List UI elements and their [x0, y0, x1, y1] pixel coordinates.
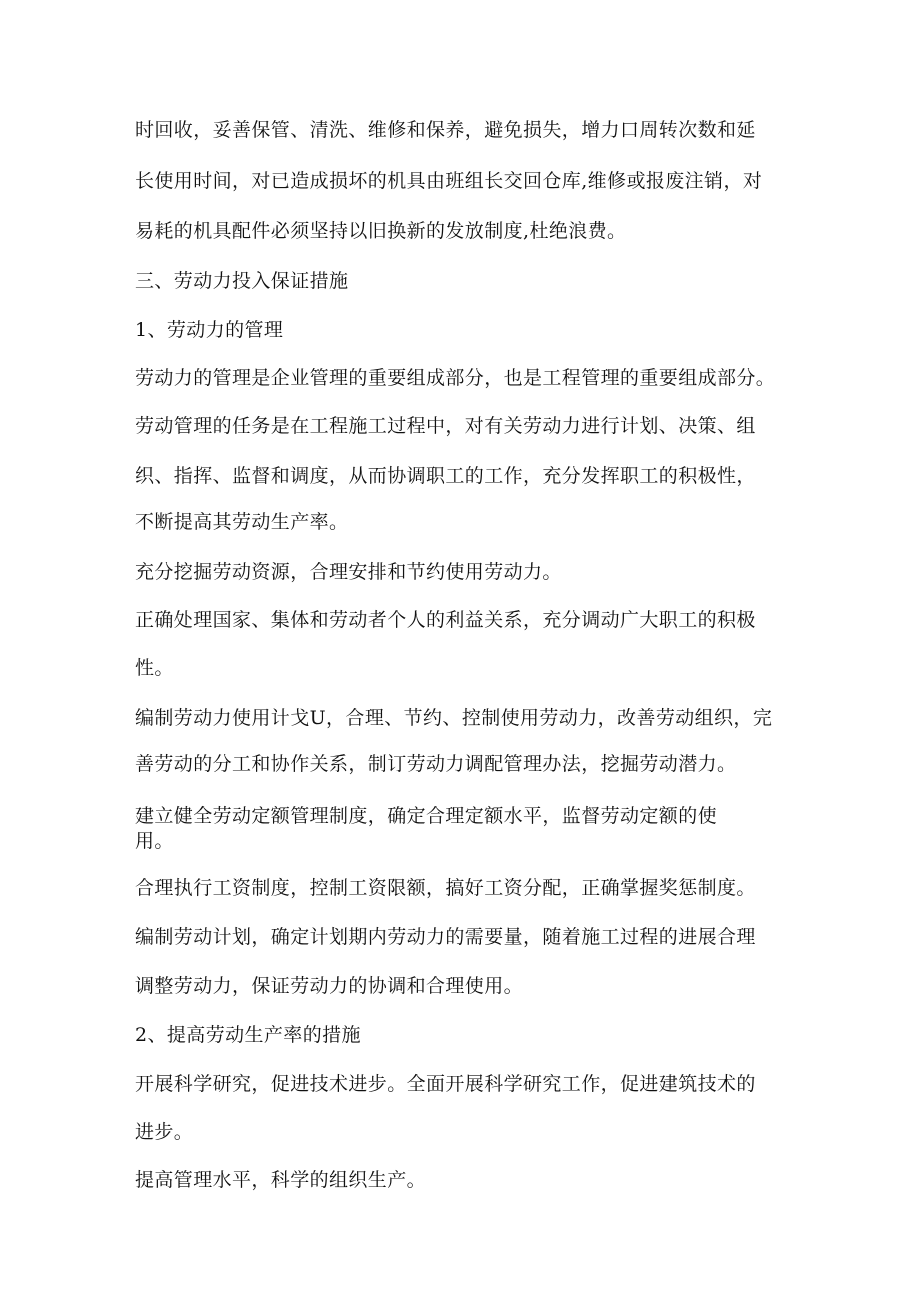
- section-heading: 三、劳动力投入保证措施: [135, 270, 349, 292]
- text-line: 编制劳动计划，确定计划期内劳动力的需要量，随着施工过程的进展合理: [135, 926, 756, 948]
- text-line: 编制劳动力使用计戈U，合理、节约、控制使用劳动力，改善劳动组织，完: [135, 707, 773, 729]
- subsection-heading: 2、提高劳动生产率的措施: [135, 1024, 361, 1046]
- text-line: 开展科学研究，促进技术进步。全面开展科学研究工作，促进建筑技术的: [135, 1073, 756, 1095]
- text-line: 不断提高其劳动生产率。: [135, 511, 349, 533]
- text-line: 织、指挥、监督和调度，从而协调职工的工作，充分发挥职工的积极性，: [135, 465, 756, 487]
- text-line: 建立健全劳动定额管理制度，确定合理定额水平，监督劳动定额的使: [135, 805, 718, 827]
- text-line: 合理执行工资制度，控制工资限额，搞好工资分配，正确掌握奖惩制度。: [135, 877, 756, 899]
- text-line: 进步。: [135, 1121, 194, 1143]
- text-line: 善劳动的分工和协作关系，制订劳动力调配管理办法，挖掘劳动潜力。: [135, 753, 737, 775]
- text-line: 时回收，妥善保管、清洗、维修和保养，避免损失，增力口周转次数和延: [135, 119, 756, 141]
- text-line: 正确处理国家、集体和劳动者个人的利益关系，充分调动广大职工的积极: [135, 609, 756, 631]
- text-line: 提高管理水平，科学的组织生产。: [135, 1169, 427, 1191]
- text-line: 劳动力的管理是企业管理的重要组成部分，也是工程管理的重要组成部分。: [135, 367, 776, 389]
- text-line: 用。: [135, 830, 174, 852]
- text-line: 充分挖掘劳动资源，合理安排和节约使用劳动力。: [135, 561, 562, 583]
- subsection-heading: 1、劳动力的管理: [135, 319, 284, 341]
- text-line: 调整劳动力，保证劳动力的协调和合理使用。: [135, 975, 524, 997]
- text-line: 易耗的机具配件必须坚持以旧换新的发放制度,杜绝浪费。: [135, 220, 627, 242]
- text-line: 劳动管理的任务是在工程施工过程中，对有关劳动力进行计划、决策、组: [135, 415, 756, 437]
- text-line: 性。: [135, 657, 174, 679]
- text-line: 长使用时间，对已造成损坏的机具由班组长交回仓库,维修或报废注销，对: [135, 170, 763, 192]
